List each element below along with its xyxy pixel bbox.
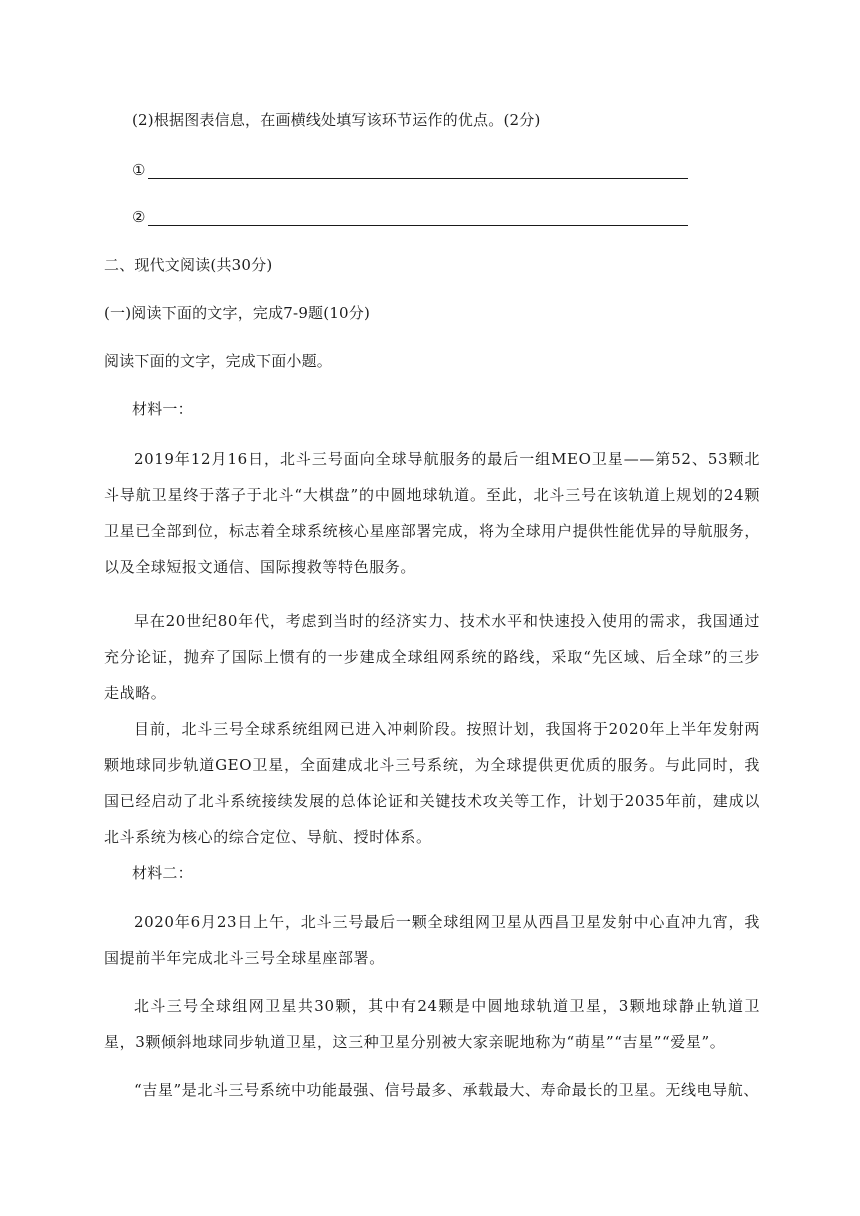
reading-instruction: 阅读下面的文字，完成下面小题。 (104, 352, 333, 370)
answer-underline (148, 225, 688, 226)
material2-label: 材料二： (132, 864, 193, 882)
material1-paragraph: 2019年12月16日，北斗三号面向全球导航服务的最后一组MEO卫星——第52、53颗北斗导航卫星终于落子于北斗“大棋盘”的中圆地球轨道。至此，北斗三号在该轨道上规划的24颗卫星已全部到位，标志着全球系统核心星座部署完成，将为全球用户提供性能优异的导航服务，以及全球短报文通信、国际搜救等特色服务。 (104, 450, 760, 576)
material2-paragraph: 北斗三号全球组网卫星共30颗，其中有24颗是中圆地球轨道卫星，3颗地球静止轨道卫星，3颗倾斜地球同步轨道卫星，这三种卫星分别被大家亲昵地称为“萌星”“吉星”“爱星”。 (104, 997, 760, 1051)
material2-paragraph: 2020年6月23日上午，北斗三号最后一颗全球组网卫星从西昌卫星发射中心直冲九宵，我国提前半年完成北斗三号全球星座部署。 (104, 913, 760, 967)
answer-blank-2[interactable] (132, 207, 688, 227)
answer-underline (148, 178, 688, 179)
blank-marker: ② (132, 208, 146, 226)
section-subheading: (一)阅读下面的文字，完成7-9题(10分) (104, 304, 371, 322)
answer-blank-1[interactable] (132, 160, 688, 180)
blank-marker: ① (132, 161, 146, 179)
material1-paragraph: 目前，北斗三号全球系统组网已进入冲刺阶段。按照计划，我国将于2020年上半年发射两颗地球同步轨道GEO卫星，全面建成北斗三号系统，为全球提供更优质的服务。与此同时，我国已经启动了北斗系统接续发展的总体论证和关键技术攻关等工作，计划于2035年前，建成以北斗系统为核心的综合定位、导航、授时体系。 (104, 720, 760, 846)
material2-paragraph: “吉星”是北斗三号系统中功能最强、信号最多、承载最大、寿命最长的卫星。无线电导航、 (134, 1081, 759, 1099)
question-prompt: (2)根据图表信息，在画横线处填写该环节运作的优点。(2分) (132, 111, 541, 129)
section-heading: 二、现代文阅读(共30分) (104, 256, 273, 274)
material1-paragraph: 早在20世纪80年代，考虑到当时的经济实力、技术水平和快速投入使用的需求，我国通过充分论证，抛弃了国际上惯有的一步建成全球组网系统的路线，采取“先区域、后全球”的三步走战略。 (104, 612, 760, 702)
material1-label: 材料一： (132, 400, 193, 418)
